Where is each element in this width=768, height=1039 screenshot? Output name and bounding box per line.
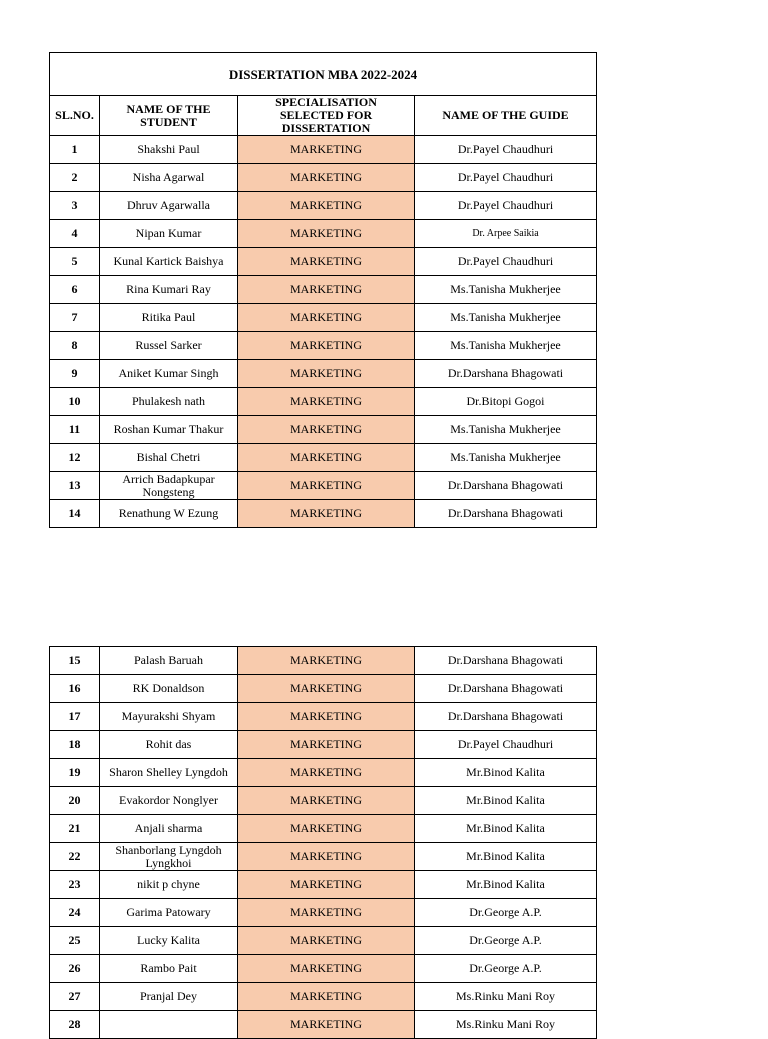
student-name-cell: Shakshi Paul (100, 136, 238, 164)
sl-no-cell: 9 (50, 360, 100, 388)
sl-no-cell: 24 (50, 899, 100, 927)
guide-name-cell: Dr.George A.P. (415, 927, 597, 955)
sl-no-cell: 10 (50, 388, 100, 416)
sl-no-cell: 18 (50, 731, 100, 759)
header-specialisation: SPECIALISATION SELECTED FOR DISSERTATION (238, 96, 415, 136)
table-body-part-2 (50, 647, 597, 1039)
guide-name-cell: Mr.Binod Kalita (415, 759, 597, 787)
specialisation-cell: MARKETING (238, 332, 415, 360)
student-name-cell: Arrich Badapkupar Nongsteng (100, 472, 238, 500)
student-name-cell: Nisha Agarwal (100, 164, 238, 192)
sl-no-cell: 6 (50, 276, 100, 304)
student-name-cell: Rohit das (100, 731, 238, 759)
table-row (50, 983, 597, 1011)
student-name-cell: Nipan Kumar (100, 220, 238, 248)
table-row (50, 955, 597, 983)
header-sl-no: SL.NO. (50, 96, 100, 136)
specialisation-cell: MARKETING (238, 220, 415, 248)
student-name-cell: nikit p chyne (100, 871, 238, 899)
student-name-cell: RK Donaldson (100, 675, 238, 703)
sl-no-cell: 1 (50, 136, 100, 164)
table-row (50, 899, 597, 927)
student-name-cell: Evakordor Nonglyer (100, 787, 238, 815)
specialisation-cell: MARKETING (238, 304, 415, 332)
guide-name-cell: Ms.Tanisha Mukherjee (415, 444, 597, 472)
sl-no-cell: 12 (50, 444, 100, 472)
table-row (50, 703, 597, 731)
guide-name-cell: Dr.Payel Chaudhuri (415, 136, 597, 164)
sl-no-cell: 11 (50, 416, 100, 444)
guide-name-cell: Dr.Darshana Bhagowati (415, 500, 597, 528)
sl-no-cell: 22 (50, 843, 100, 871)
guide-name-cell: Dr.Payel Chaudhuri (415, 248, 597, 276)
guide-name-cell: Mr.Binod Kalita (415, 871, 597, 899)
guide-name-cell: Dr.Darshana Bhagowati (415, 472, 597, 500)
guide-name-cell: Dr. Arpee Saikia (415, 220, 597, 248)
student-name-cell: Sharon Shelley Lyngdoh (100, 759, 238, 787)
sl-no-cell: 16 (50, 675, 100, 703)
specialisation-cell: MARKETING (238, 675, 415, 703)
sl-no-cell: 13 (50, 472, 100, 500)
guide-name-cell: Dr.George A.P. (415, 955, 597, 983)
table-row (50, 220, 597, 248)
table-row (50, 248, 597, 276)
table-row (50, 472, 597, 500)
table-row (50, 332, 597, 360)
sl-no-cell: 17 (50, 703, 100, 731)
guide-name-cell: Ms.Rinku Mani Roy (415, 1011, 597, 1039)
sl-no-cell: 3 (50, 192, 100, 220)
table-row (50, 843, 597, 871)
table-row (50, 164, 597, 192)
specialisation-cell: MARKETING (238, 472, 415, 500)
sl-no-cell: 27 (50, 983, 100, 1011)
guide-name-cell: Dr.Payel Chaudhuri (415, 192, 597, 220)
guide-name-cell: Dr.Darshana Bhagowati (415, 703, 597, 731)
student-name-cell: Dhruv Agarwalla (100, 192, 238, 220)
sl-no-cell: 8 (50, 332, 100, 360)
guide-name-cell: Ms.Tanisha Mukherjee (415, 276, 597, 304)
sl-no-cell: 25 (50, 927, 100, 955)
student-name-cell: Roshan Kumar Thakur (100, 416, 238, 444)
guide-name-cell: Dr.Darshana Bhagowati (415, 675, 597, 703)
guide-name-cell: Ms.Tanisha Mukherjee (415, 304, 597, 332)
guide-name-cell: Dr.Payel Chaudhuri (415, 731, 597, 759)
sl-no-cell: 20 (50, 787, 100, 815)
table-row (50, 871, 597, 899)
table-row (50, 388, 597, 416)
table-row (50, 444, 597, 472)
guide-name-cell: Ms.Tanisha Mukherjee (415, 416, 597, 444)
sl-no-cell: 14 (50, 500, 100, 528)
student-name-cell: Anjali sharma (100, 815, 238, 843)
student-name-cell: Russel Sarker (100, 332, 238, 360)
specialisation-cell: MARKETING (238, 955, 415, 983)
dissertation-table-part-2 (49, 646, 597, 1039)
student-name-cell: Phulakesh nath (100, 388, 238, 416)
student-name-cell: Palash Baruah (100, 647, 238, 675)
table-row (50, 276, 597, 304)
sl-no-cell: 19 (50, 759, 100, 787)
table-row (50, 500, 597, 528)
specialisation-cell: MARKETING (238, 500, 415, 528)
guide-name-cell: Mr.Binod Kalita (415, 787, 597, 815)
guide-name-cell: Ms.Tanisha Mukherjee (415, 332, 597, 360)
specialisation-cell: MARKETING (238, 248, 415, 276)
specialisation-cell: MARKETING (238, 276, 415, 304)
sl-no-cell: 5 (50, 248, 100, 276)
student-name-cell (100, 1011, 238, 1039)
student-name-cell: Lucky Kalita (100, 927, 238, 955)
student-name-cell: Rambo Pait (100, 955, 238, 983)
sl-no-cell: 2 (50, 164, 100, 192)
specialisation-cell: MARKETING (238, 360, 415, 388)
student-name-cell: Garima Patowary (100, 899, 238, 927)
specialisation-cell: MARKETING (238, 1011, 415, 1039)
specialisation-cell: MARKETING (238, 927, 415, 955)
header-student-name: NAME OF THE STUDENT (100, 96, 238, 136)
sl-no-cell: 7 (50, 304, 100, 332)
table-row (50, 360, 597, 388)
student-name-cell: Mayurakshi Shyam (100, 703, 238, 731)
header-guide-name: NAME OF THE GUIDE (415, 96, 597, 136)
student-name-cell: Aniket Kumar Singh (100, 360, 238, 388)
sl-no-cell: 21 (50, 815, 100, 843)
student-name-cell: Ritika Paul (100, 304, 238, 332)
sl-no-cell: 23 (50, 871, 100, 899)
specialisation-cell: MARKETING (238, 647, 415, 675)
table-row (50, 647, 597, 675)
guide-name-cell: Dr.Payel Chaudhuri (415, 164, 597, 192)
sl-no-cell: 15 (50, 647, 100, 675)
table-row (50, 192, 597, 220)
guide-name-cell: Dr.Darshana Bhagowati (415, 647, 597, 675)
table-row (50, 731, 597, 759)
guide-name-cell: Dr.Darshana Bhagowati (415, 360, 597, 388)
table-row (50, 136, 597, 164)
specialisation-cell: MARKETING (238, 899, 415, 927)
specialisation-cell: MARKETING (238, 444, 415, 472)
table-row (50, 416, 597, 444)
sl-no-cell: 28 (50, 1011, 100, 1039)
table-title: DISSERTATION MBA 2022-2024 (50, 53, 597, 96)
sl-no-cell: 26 (50, 955, 100, 983)
table-row (50, 1011, 597, 1039)
guide-name-cell: Mr.Binod Kalita (415, 815, 597, 843)
guide-name-cell: Ms.Rinku Mani Roy (415, 983, 597, 1011)
table-row (50, 759, 597, 787)
table-row (50, 815, 597, 843)
specialisation-cell: MARKETING (238, 983, 415, 1011)
specialisation-cell: MARKETING (238, 388, 415, 416)
table-row (50, 787, 597, 815)
dissertation-table-part-1 (49, 52, 597, 528)
guide-name-cell: Mr.Binod Kalita (415, 843, 597, 871)
specialisation-cell: MARKETING (238, 787, 415, 815)
student-name-cell: Kunal Kartick Baishya (100, 248, 238, 276)
table-row (50, 304, 597, 332)
guide-name-cell: Dr.George A.P. (415, 899, 597, 927)
specialisation-cell: MARKETING (238, 843, 415, 871)
student-name-cell: Rina Kumari Ray (100, 276, 238, 304)
specialisation-cell: MARKETING (238, 164, 415, 192)
table-row (50, 927, 597, 955)
specialisation-cell: MARKETING (238, 136, 415, 164)
specialisation-cell: MARKETING (238, 703, 415, 731)
specialisation-cell: MARKETING (238, 192, 415, 220)
specialisation-cell: MARKETING (238, 731, 415, 759)
specialisation-cell: MARKETING (238, 871, 415, 899)
student-name-cell: Renathung W Ezung (100, 500, 238, 528)
guide-name-cell: Dr.Bitopi Gogoi (415, 388, 597, 416)
student-name-cell: Shanborlang Lyngdoh Lyngkhoi (100, 843, 238, 871)
student-name-cell: Pranjal Dey (100, 983, 238, 1011)
student-name-cell: Bishal Chetri (100, 444, 238, 472)
table-row (50, 675, 597, 703)
sl-no-cell: 4 (50, 220, 100, 248)
specialisation-cell: MARKETING (238, 759, 415, 787)
specialisation-cell: MARKETING (238, 815, 415, 843)
table-body-part-1 (50, 136, 597, 528)
specialisation-cell: MARKETING (238, 416, 415, 444)
